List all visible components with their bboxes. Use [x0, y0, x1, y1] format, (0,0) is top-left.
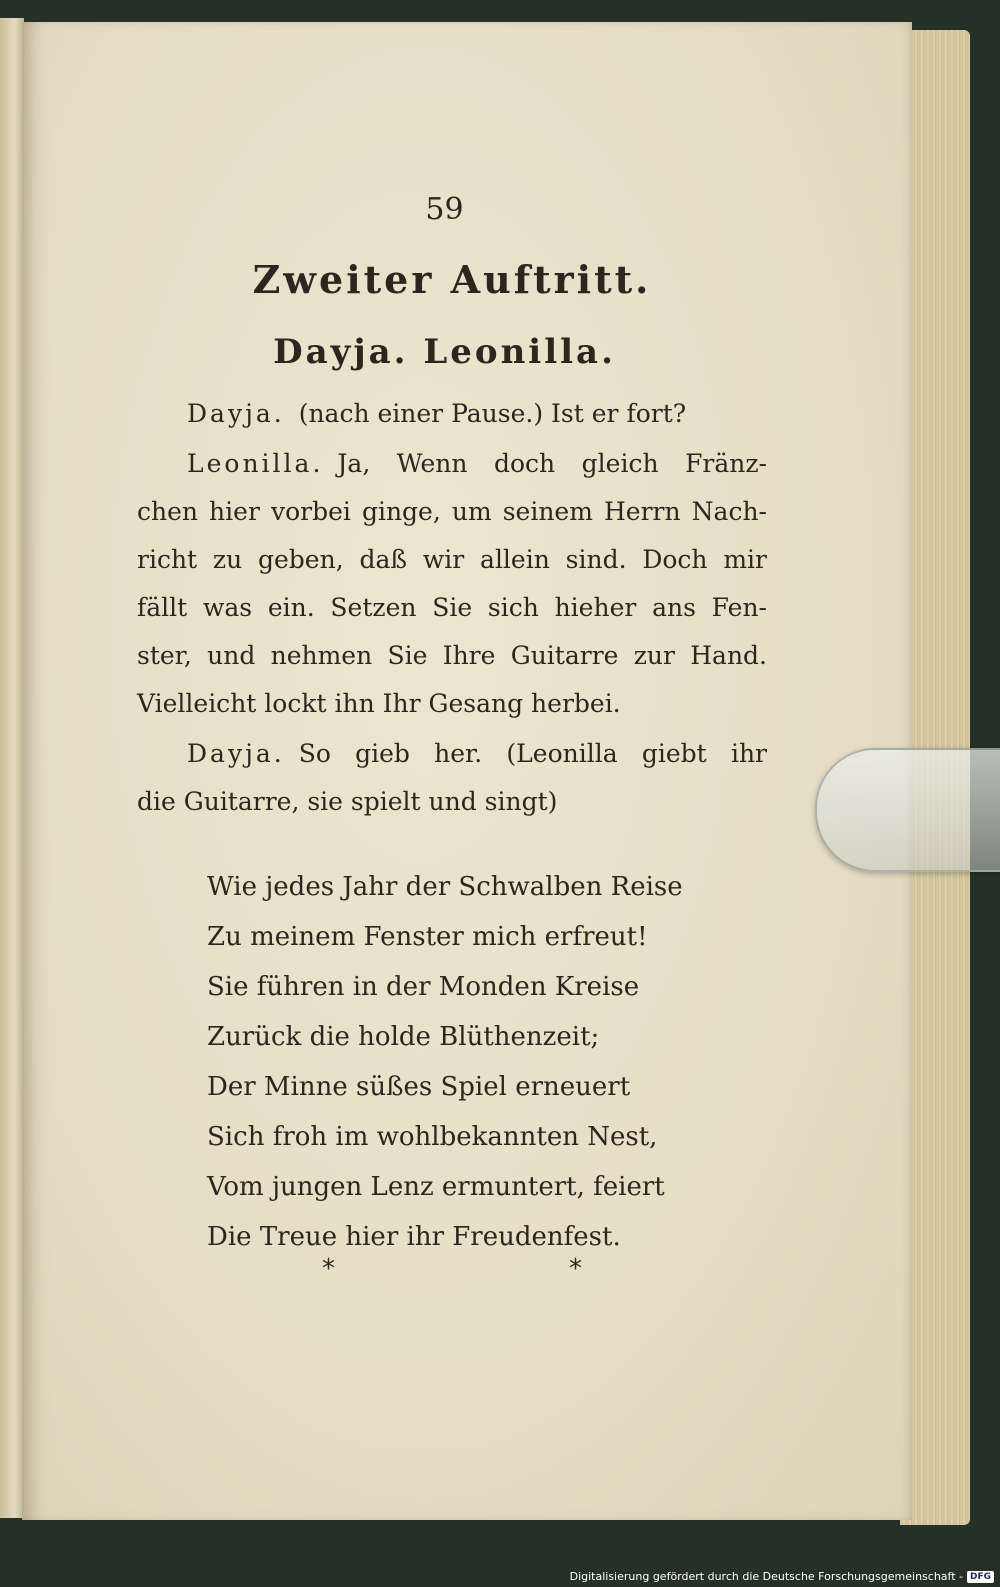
- verse-line: Zu meinem Fenster mich erfreut!: [207, 922, 648, 952]
- song-verse: [207, 862, 683, 1262]
- text-line: [137, 440, 767, 488]
- text-line: ster, und nehmen Sie Ihre Guitarre zur Hand.: [137, 641, 767, 670]
- verse-line: Sie führen in der Monden Kreise: [207, 972, 640, 1002]
- text-line: richt zu geben, daß wir allein sind. Doch mir: [137, 545, 767, 574]
- dialogue-paragraph: [137, 390, 767, 438]
- dialogue-paragraph: [137, 440, 767, 728]
- text-line: die Guitarre, sie spielt und singt): [137, 787, 558, 816]
- verse-line: Vom jungen Lenz ermuntert, feiert: [207, 1172, 665, 1202]
- speaker-name: Dayja.: [187, 399, 285, 428]
- glass-page-clamp: [815, 748, 1000, 872]
- scene-persons: Dayja. Leonilla.: [273, 332, 616, 372]
- verse-line: Wie jedes Jahr der Schwalben Reise: [207, 872, 683, 902]
- text-line: [137, 730, 767, 778]
- section-separator: [322, 1254, 582, 1284]
- credit-text: Digitalisierung gefördert durch die Deutsche Forschungsgemeinschaft -: [569, 1570, 963, 1583]
- dialogue-paragraph: [137, 730, 767, 826]
- page-number: 59: [425, 192, 464, 227]
- verse-line: Der Minne süßes Spiel erneuert: [207, 1072, 631, 1102]
- scene-heading: Zweiter Auftritt.: [252, 257, 652, 302]
- verse-line: Sich froh im wohlbekannten Nest,: [207, 1122, 658, 1152]
- asterisk-mark: *: [322, 1254, 335, 1284]
- line-text: (nach einer Pause.) Ist er fort?: [298, 399, 687, 428]
- verse-line: Zurück die holde Blüthenzeit;: [207, 1022, 600, 1052]
- left-page-edge: [0, 18, 24, 1518]
- speaker-name: Leonilla.: [187, 449, 324, 478]
- speaker-name: Dayja.: [187, 739, 285, 768]
- digitization-credit: [570, 1570, 994, 1583]
- verse-line: Die Treue hier ihr Freudenfest.: [207, 1222, 621, 1252]
- page-paper: [22, 22, 912, 1520]
- text-line: chen hier vorbei ginge, um seinem Herrn Nach-: [137, 497, 767, 526]
- line-text: So gieb her. (Leonilla giebt ihr: [298, 739, 767, 768]
- text-line: fällt was ein. Setzen Sie sich hieher ans Fen-: [137, 593, 767, 622]
- text-line: Vielleicht lockt ihn Ihr Gesang herbei.: [137, 689, 621, 718]
- dfg-logo: DFG: [967, 1571, 994, 1583]
- line-text: Ja, Wenn doch gleich Fränz-: [337, 449, 767, 478]
- text-line: [137, 390, 767, 438]
- asterisk-mark: *: [569, 1254, 582, 1284]
